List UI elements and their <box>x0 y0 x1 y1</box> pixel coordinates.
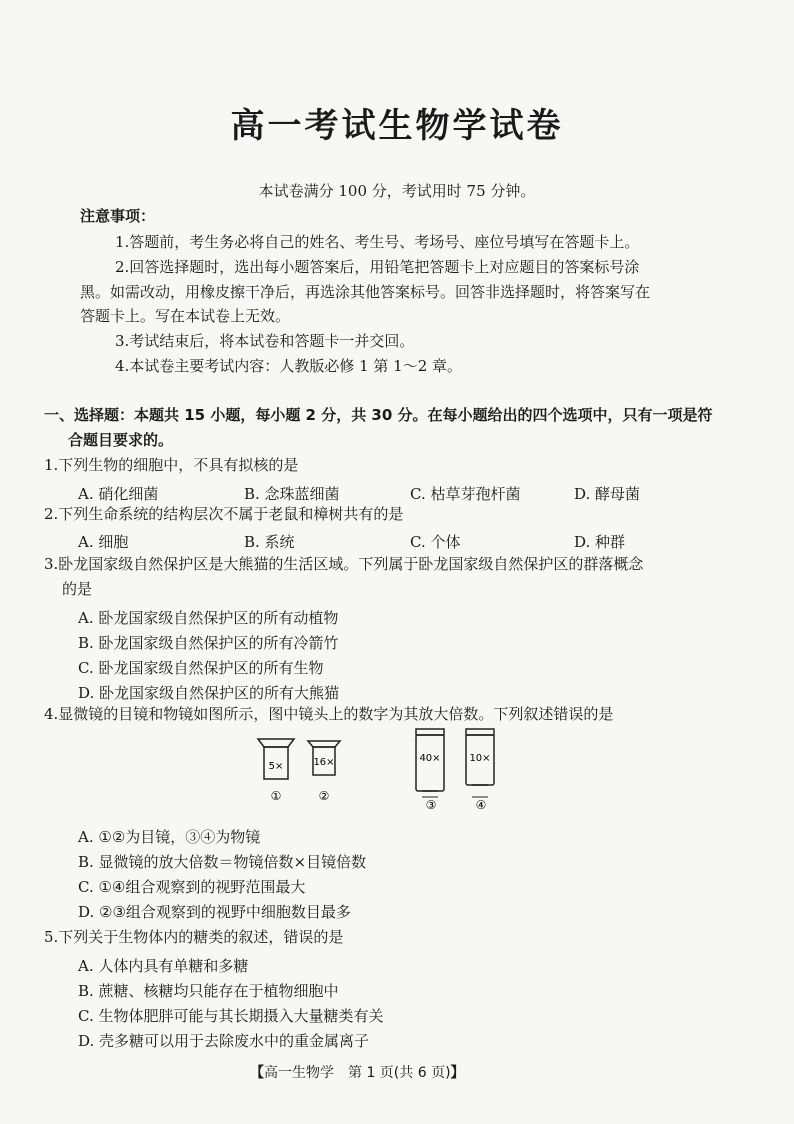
objective-lens-4 <box>466 729 494 812</box>
notice-item: 黑。如需改动，用橡皮擦干净后，再选涂其他答案标号。回答非选择题时，将答案写在 <box>80 283 651 301</box>
question-stem: 3.卧龙国家级自然保护区是大熊猫的生活区域。下列属于卧龙国家级自然保护区的群落概念 <box>44 555 644 573</box>
option: C. 生物体肥胖可能与其长期摄入大量糖类有关 <box>78 1007 384 1025</box>
option: C. 个体 <box>410 533 461 551</box>
question-stem: 1.下列生物的细胞中，不具有拟核的是 <box>44 456 299 474</box>
option: A. 卧龙国家级自然保护区的所有动植物 <box>78 609 339 627</box>
option: B. 蔗糖、核糖均只能存在于植物细胞中 <box>78 982 339 1000</box>
footer-bracket-open: 【 <box>250 1065 264 1081</box>
option: D. 壳多糖可以用于去除废水中的重金属离子 <box>78 1032 370 1050</box>
lens-number: ④ <box>475 798 487 812</box>
footer-text: 高一生物学 第 1 页(共 6 页) <box>264 1065 451 1081</box>
option: A. 硝化细菌 <box>78 485 159 503</box>
notice-item: 4.本试卷主要考试内容：人教版必修 1 第 1～2 章。 <box>115 357 463 375</box>
lens-number: ① <box>270 789 282 803</box>
section-heading: 合题目要求的。 <box>68 431 174 449</box>
question-stem: 2.下列生命系统的结构层次不属于老鼠和樟树共有的是 <box>44 505 404 523</box>
option: B. 念珠蓝细菌 <box>244 485 340 503</box>
lens-magnification: 16× <box>313 757 335 768</box>
option: D. ②③组合观察到的视野中细胞数目最多 <box>78 903 351 921</box>
exam-title: 高一考试生物学试卷 <box>230 106 564 146</box>
lens-number: ③ <box>425 798 437 812</box>
objective-lens-3 <box>416 729 444 812</box>
option: A. 人体内具有单糖和多糖 <box>78 957 249 975</box>
option: C. ①④组合观察到的视野范围最大 <box>78 878 306 896</box>
option: D. 酵母菌 <box>574 485 641 503</box>
option: D. 卧龙国家级自然保护区的所有大熊猫 <box>78 684 340 702</box>
page-footer <box>250 1062 465 1082</box>
notice-item: 2.回答选择题时，选出每小题答案后，用铅笔把答题卡上对应题目的答案标号涂 <box>115 258 640 276</box>
option: C. 枯草芽孢杆菌 <box>410 485 521 503</box>
lens-magnification: 40× <box>419 753 441 764</box>
option: A. 细胞 <box>78 533 129 551</box>
lens-magnification: 10× <box>469 753 491 764</box>
eyepiece-lens-1 <box>258 739 294 803</box>
notice-item: 3.考试结束后，将本试卷和答题卡一并交回。 <box>115 332 415 350</box>
footer-bracket-close: 】 <box>450 1065 465 1081</box>
option: B. 显微镜的放大倍数＝物镜倍数×目镜倍数 <box>78 853 367 871</box>
question-stem: 5.下列关于生物体内的糖类的叙述，错误的是 <box>44 928 344 946</box>
notice-item: 答题卡上。写在本试卷上无效。 <box>80 307 291 325</box>
lens-magnification: 5× <box>268 761 284 772</box>
lens-number: ② <box>318 789 330 803</box>
option: B. 系统 <box>244 533 295 551</box>
option: A. ①②为目镜，③④为物镜 <box>78 828 261 846</box>
exam-subtitle: 本试卷满分 100 分，考试用时 75 分钟。 <box>258 182 536 200</box>
option: B. 卧龙国家级自然保护区的所有冷箭竹 <box>78 634 339 652</box>
question-stem: 4.显微镜的目镜和物镜如图所示，图中镜头上的数字为其放大倍数。下列叙述错误的是 <box>44 705 614 723</box>
notice-item: 1.答题前，考生务必将自己的姓名、考生号、考场号、座位号填写在答题卡上。 <box>115 233 640 251</box>
section-heading: 一、选择题：本题共 15 小题，每小题 2 分，共 30 分。在每小题给出的四个选项中，只有一项是符 <box>44 406 713 424</box>
question-stem: 的是 <box>62 580 93 598</box>
notice-heading: 注意事项： <box>80 207 156 225</box>
option: C. 卧龙国家级自然保护区的所有生物 <box>78 659 324 677</box>
microscope-lens-figure <box>250 725 510 813</box>
eyepiece-lens-2 <box>308 741 340 803</box>
option: D. 种群 <box>574 533 626 551</box>
